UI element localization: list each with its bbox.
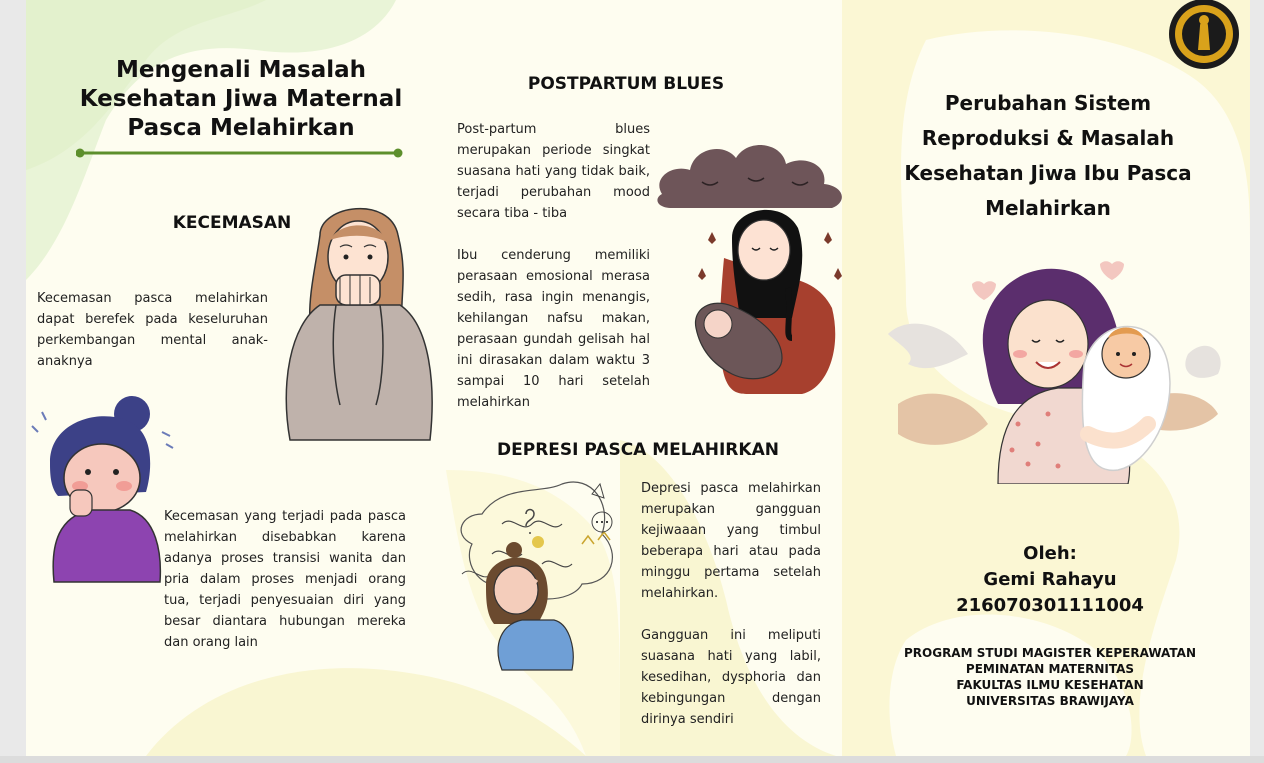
author-name: Gemi Rahayu [983,569,1117,590]
program-line-1: PROGRAM STUDI MAGISTER KEPERAWATAN [903,646,1196,660]
right-panel-title: Perubahan Sistem Reproduksi & Masalah Kesehatan Jiwa Ibu Pasca Melahirkan [904,91,1192,220]
viewer-bottom-edge [0,756,1264,763]
left-panel-title: Mengenali Masalah Kesehatan Jiwa Maternal Pasca Melahirkan [79,57,403,141]
nervous-woman-illustration [30,392,174,588]
program-line-4: UNIVERSITAS BRAWIJAYA [966,694,1134,708]
author-by-label: Oleh: [1023,543,1077,564]
brochure-page [26,0,1250,756]
depresi-paragraph-1: Depresi pasca melahirkan merupakan gangguan kejiwaaan yang timbul beberapa hari atau pada minggu pertama setelah melahirkan. [641,481,821,601]
postpartum-blues-heading: POSTPARTUM BLUES [527,74,725,94]
university-logo [1166,0,1242,72]
kecemasan-heading: KECEMASAN [172,213,292,233]
depresi-heading: DEPRESI PASCA MELAHIRKAN [497,440,779,460]
title-divider [76,146,406,160]
sad-mother-rain-cloud-illustration [652,138,848,394]
stressed-woman-scribble-illustration [442,474,632,672]
mother-hugging-baby-illustration [888,254,1228,484]
kecemasan-paragraph-2: Kecemasan yang terjadi pada pasca melahirkan disebabkan karena adanya proses transisi wanita dan pria dalam proses menjadi orang tua, terjadi penyesuaian diri yang besar diantara hubungan mereka dan orang lain [164,509,406,650]
anxious-woman-illustration [280,195,440,445]
postpartum-paragraph-2: Ibu cenderung memiliki perasaan emosional merasa sedih, rasa ingin menangis, kehilangan nafsu makan, perasaan gundah gelisah hal ini dirasakan dalam waktu 3 sampai 10 hari setelah melahirkan [457,248,650,410]
author-id: 216070301111004 [956,595,1144,616]
kecemasan-paragraph-1: Kecemasan pasca melahirkan dapat berefek pada keseluruhan perkembangan mental anak-anaknya [37,291,268,369]
postpartum-paragraph-1: Post-partum blues merupakan periode singkat suasana hati yang tidak baik, terjadi perubahan mood secara tiba - tiba [457,122,650,221]
program-line-2: PEMINATAN MATERNITAS [965,662,1135,676]
program-line-3: FAKULTAS ILMU KESEHATAN [956,678,1144,692]
depresi-paragraph-2: Gangguan ini meliputi suasana hati yang labil, kesedihan, dysphoria dan kebingungan dengan dirinya sendiri [641,628,821,727]
